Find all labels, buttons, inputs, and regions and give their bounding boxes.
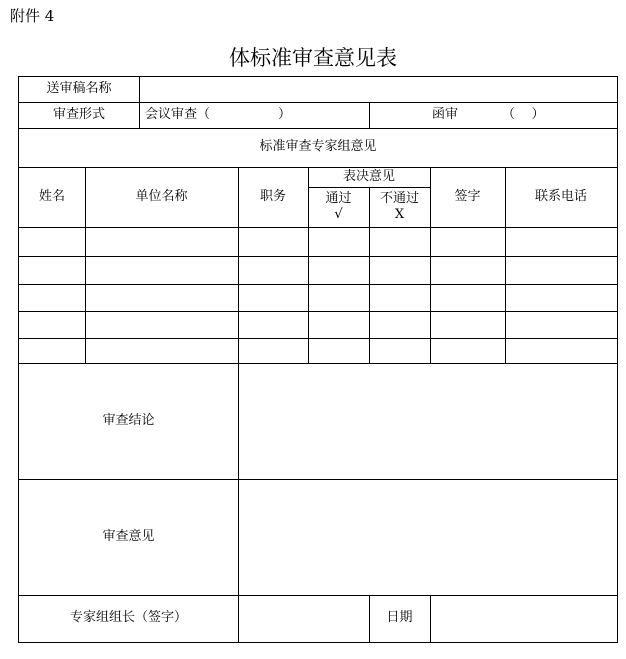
table-cell[interactable] [430,284,506,312]
col-signature-header: 签字 [430,167,506,228]
col-unit-header: 单位名称 [85,167,239,228]
col-pass-header [308,187,370,228]
table-cell[interactable] [369,227,431,257]
opinion-field[interactable] [238,479,618,596]
check-mark-icon: √ [334,207,343,222]
fail-label: 不通过 [379,190,419,206]
table-cell[interactable] [369,338,431,364]
table-cell[interactable] [308,311,370,339]
date-field[interactable] [430,595,618,643]
table-cell[interactable] [430,311,506,339]
leader-sign-label: 专家组组长（签字） [18,595,239,643]
letter-review-label: 函审 [432,106,459,122]
table-cell[interactable] [430,256,506,285]
table-cell[interactable] [505,256,618,285]
col-name-header: 姓名 [18,167,86,228]
table-cell[interactable] [308,227,370,257]
date-label: 日期 [369,595,431,643]
table-cell[interactable] [369,311,431,339]
col-vote-header: 表决意见 [308,167,431,188]
table-cell[interactable] [238,284,309,312]
review-form-label: 审查形式 [18,102,140,129]
attachment-label: 附件 4 [10,7,55,25]
cross-mark-icon: X [394,207,405,222]
table-cell[interactable] [369,284,431,312]
letter-review-option[interactable] [369,102,618,129]
draft-name-field[interactable] [139,76,618,103]
meeting-review-option[interactable] [139,102,370,129]
table-cell[interactable] [238,338,309,364]
letter-review-paren: （ ） [502,106,545,122]
col-position-header: 职务 [238,167,309,228]
draft-name-label: 送审稿名称 [18,76,140,103]
opinion-label: 审查意见 [18,479,239,596]
table-cell[interactable] [85,311,239,339]
table-cell[interactable] [18,256,86,285]
table-cell[interactable] [238,227,309,257]
table-cell[interactable] [505,338,618,364]
table-cell[interactable] [18,338,86,364]
table-cell[interactable] [505,284,618,312]
meeting-review-close: ） [278,106,292,122]
col-fail-header [369,187,431,228]
table-cell[interactable] [308,284,370,312]
table-cell[interactable] [85,338,239,364]
page-title: 体标准审查意见表 [229,46,397,70]
table-cell[interactable] [85,227,239,257]
table-cell[interactable] [18,311,86,339]
table-cell[interactable] [430,227,506,257]
table-cell[interactable] [85,256,239,285]
table-cell[interactable] [18,284,86,312]
table-cell[interactable] [369,256,431,285]
conclusion-label: 审查结论 [18,363,239,480]
table-cell[interactable] [85,284,239,312]
leader-sign-field[interactable] [238,595,370,643]
table-cell[interactable] [238,311,309,339]
table-cell[interactable] [238,256,309,285]
meeting-review-label: 会议审查（ [145,106,211,122]
pass-label: 通过 [325,190,352,206]
table-cell[interactable] [505,227,618,257]
table-cell[interactable] [505,311,618,339]
expert-section-title: 标准审查专家组意见 [18,128,618,168]
table-cell[interactable] [18,227,86,257]
table-cell[interactable] [430,338,506,364]
table-cell[interactable] [308,256,370,285]
col-phone-header: 联系电话 [505,167,618,228]
table-cell[interactable] [308,338,370,364]
conclusion-field[interactable] [238,363,618,480]
